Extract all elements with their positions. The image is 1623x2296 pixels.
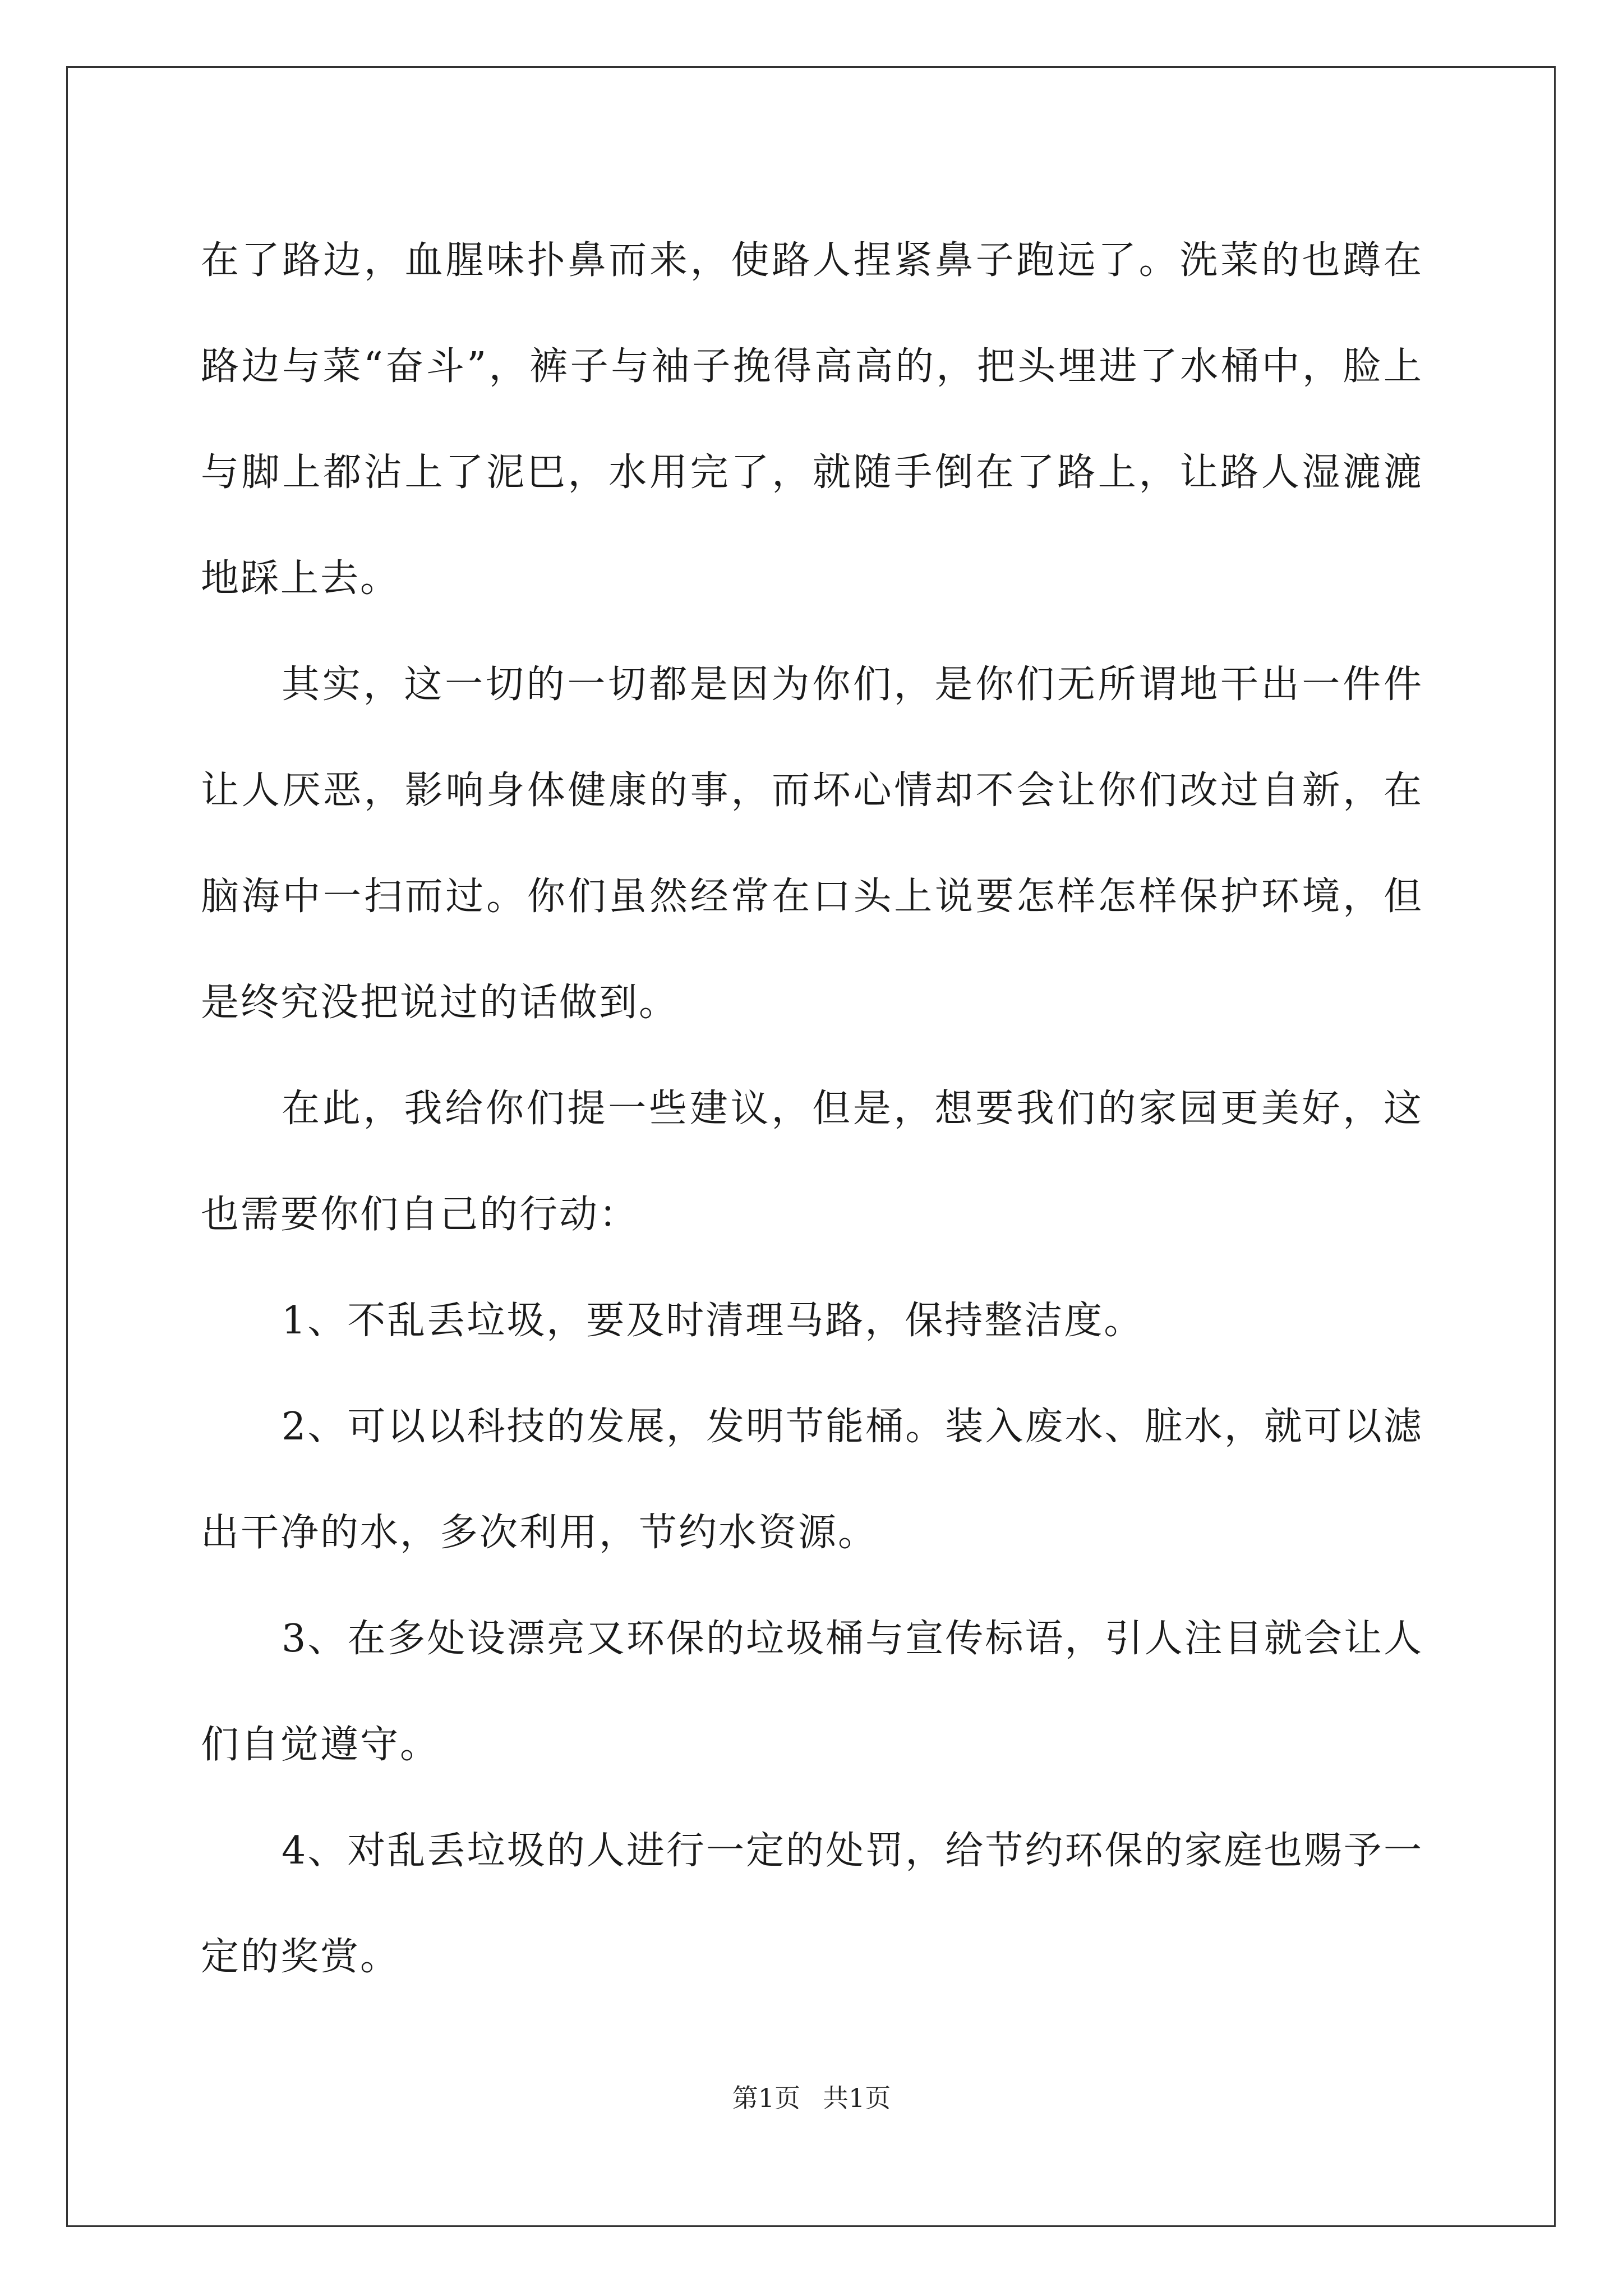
list-item: 2、可以以科技的发展，发明节能桶。装入废水、脏水，就可以滤出干净的水，多次利用，节约水资源。: [201, 1405, 1423, 1555]
list-item: 1、不乱丢垃圾，要及时清理马路，保持整洁度。: [282, 1299, 1144, 1343]
paragraph: 在此，我给你们提一些建议，但是，想要我们的家园更美好，这也需要你们自己的行动：: [201, 1087, 1423, 1237]
document-body: [201, 208, 1423, 2010]
list-item: 3、在多处设漂亮又环保的垃圾桶与宣传标语，引人注目就会让人们自觉遵守。: [201, 1617, 1423, 1767]
page-footer: [0, 2078, 1623, 2115]
paragraph: 在了路边，血腥味扑鼻而来，使路人捏紧鼻子跑远了。洗菜的也蹲在路边与菜“奋斗”，裤子与袖子挽得高高的，把头埋进了水桶中，脸上与脚上都沾上了泥巴，水用完了，就随手倒在了路上，让路人湿漉漉地踩上去。: [201, 238, 1423, 601]
page-total: 共1页: [823, 2083, 891, 2113]
paragraph: 其实，这一切的一切都是因为你们，是你们无所谓地干出一件件让人厌恶，影响身体健康的事，而坏心情却不会让你们改过自新，在脑海中一扫而过。你们虽然经常在口头上说要怎样怎样保护环境，但是终究没把说过的话做到。: [201, 662, 1423, 1025]
list-item: 4、对乱丢垃圾的人进行一定的处罚，给节约环保的家庭也赐予一定的奖赏。: [201, 1829, 1423, 1979]
page-number: 第1页: [732, 2083, 800, 2113]
